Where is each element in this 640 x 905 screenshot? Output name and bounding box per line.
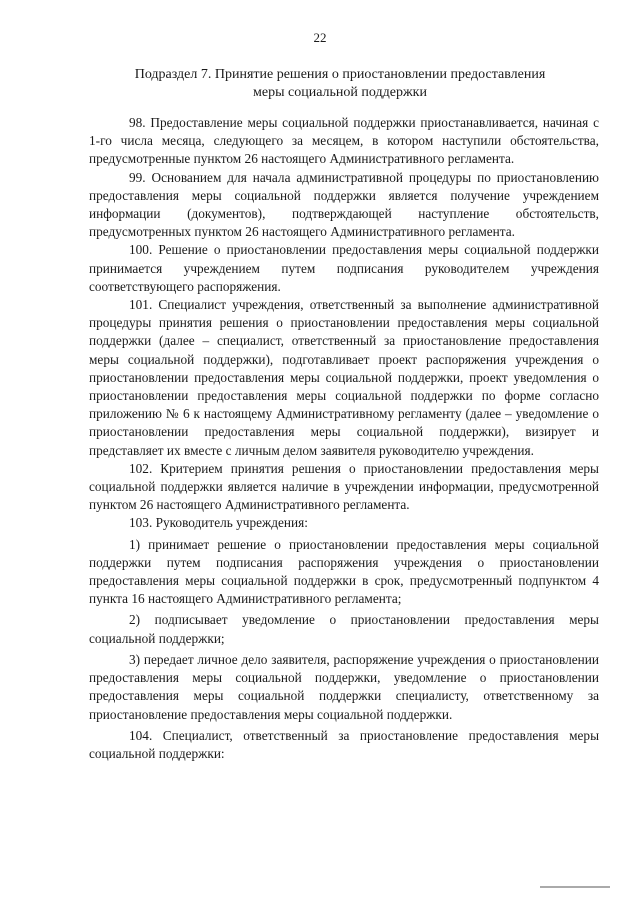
paragraph-98: 98. Предоставление меры социальной поддержки приостанавливается, начиная с 1-го числа месяца, следующего за месяцем, в котором наступили обстоятельства, предусмотренные пунктом 26 настоящего Административного регламента.	[89, 115, 599, 167]
section-heading-line-1: Подраздел 7. Принятие решения о приостановлении предоставления	[134, 67, 546, 82]
section-heading	[100, 66, 580, 102]
page-number: 22	[313, 30, 327, 45]
document-body	[89, 114, 599, 763]
paragraph-103-item-3: 3) передает личное дело заявителя, распоряжение учреждения о приостановлении предоставления меры социальной поддержки, уведомление о приостановлении предоставления меры социальной поддержки специалисту, ответственному за приостановление предоставления меры социальной поддержки.	[89, 651, 599, 722]
paragraph-101: 101. Специалист учреждения, ответственный за выполнение административной процедуры принятия решения о приостановлении предоставления меры социальной поддержки (далее – специалист, ответственный за приостановление предоставления меры социальной поддержки), подготавливает проект распоряжения учреждения о приостановлении предоставления меры социальной поддержки, проект уведомления о приостановлении предоставления меры социальной поддержки по форме согласно приложению № 6 к настоящему Административному регламенту (далее – уведомление о приостановлении предоставления меры социальной поддержки), визирует и представляет их вместе с личным делом заявителя руководителю учреждения.	[89, 297, 599, 458]
paragraph-100: 100. Решение о приостановлении предоставления меры социальной поддержки принимается учреждением путем подписания руководителем учреждения соответствующего распоряжения.	[89, 242, 599, 294]
paragraph-102: 102. Критерием принятия решения о приостановлении предоставления меры социальной поддержки является наличие в учреждении информации, предусмотренной пунктом 26 настоящего Административного регламента.	[89, 460, 599, 513]
paragraph-99: 99. Основанием для начала административной процедуры по приостановлению предоставления меры социальной поддержки является получение учреждением информации (документов), подтверждающей наступление обстоятельств, предусмотренных пунктом 26 настоящего Административного регламента.	[89, 169, 599, 240]
paragraph-104: 104. Специалист, ответственный за приостановление предоставления меры социальной поддержки:	[89, 727, 599, 761]
paragraph-103-item-1: 1) принимает решение о приостановлении предоставления меры социальной поддержки путем подписания распоряжения учреждения о приостановлении предоставления меры социальной поддержки в срок, предусмотренный подпунктом 4 пункта 16 настоящего Административного регламента;	[89, 536, 599, 607]
section-heading-line-2: меры социальной поддержки	[253, 85, 427, 100]
paragraph-103-item-2: 2) подписывает уведомление о приостановлении предоставления меры социальной поддержки;	[89, 612, 599, 646]
scan-artifact	[540, 886, 610, 888]
paragraph-103: 103. Руководитель учреждения:	[129, 515, 308, 531]
